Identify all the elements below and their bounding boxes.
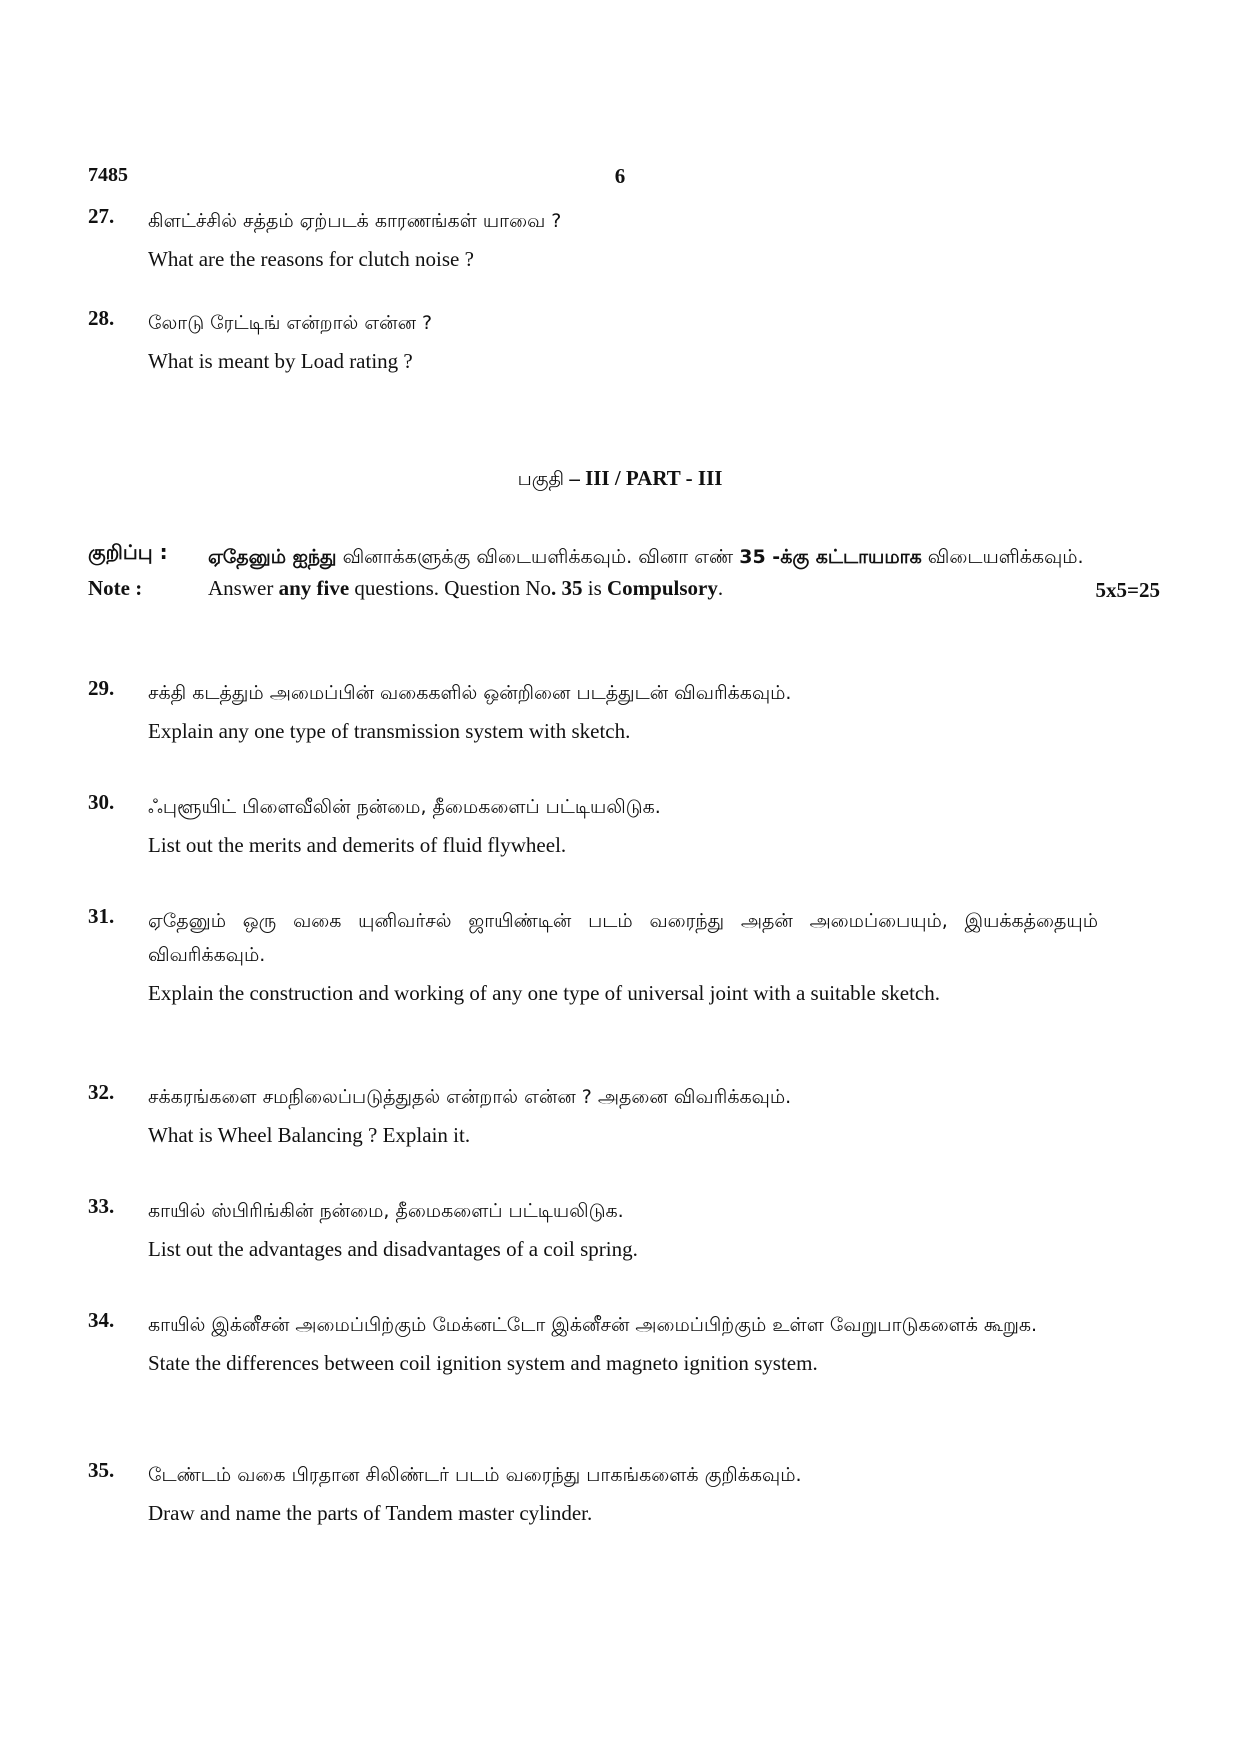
- question-text-english: State the differences between coil ignition system and magneto ignition system.: [148, 1351, 818, 1375]
- note-text-segment: வினாக்களுக்கு விடையளிக்கவும். வினா எண்: [336, 546, 740, 568]
- question-27: [88, 204, 1098, 274]
- page-number: 6: [614, 164, 626, 188]
- question-35: [88, 1458, 1098, 1528]
- note-emphasis: . 35: [550, 576, 583, 600]
- question-text-tamil: லோடு ரேட்டிங் என்றால் என்ன ?: [148, 312, 433, 334]
- question-text-english: List out the merits and demerits of fluid flywheel.: [148, 833, 567, 857]
- question-number: 31.: [88, 904, 115, 928]
- note-emphasis: 35 -க்கு கட்டாயமாக: [739, 546, 922, 568]
- question-number: 30.: [88, 790, 115, 814]
- question-number: 32.: [88, 1080, 115, 1104]
- paper-code: 7485: [88, 164, 128, 186]
- question-text-english: What is meant by Load rating ?: [148, 349, 413, 373]
- question-32: [88, 1080, 1098, 1150]
- question-number: 35.: [88, 1458, 115, 1482]
- section-heading-english: – III / PART - III: [564, 466, 723, 490]
- question-28: [88, 306, 1098, 376]
- note-text-segment: questions. Question No: [349, 576, 551, 600]
- question-34: [88, 1308, 1098, 1378]
- instructions-note: [88, 540, 1160, 608]
- question-text-english: List out the advantages and disadvantages of a coil spring.: [148, 1237, 638, 1261]
- question-text-tamil: காயில் ஸ்பிரிங்கின் நன்மை, தீமைகளைப் பட்டியலிடுக.: [148, 1200, 624, 1222]
- question-text-english: What is Wheel Balancing ? Explain it.: [148, 1123, 471, 1147]
- question-33: [88, 1194, 1098, 1264]
- question-29: [88, 676, 1098, 746]
- question-text-tamil: டேண்டம் வகை பிரதான சிலிண்டர் படம் வரைந்து பாகங்களைக் குறிக்கவும்.: [148, 1464, 802, 1486]
- note-text-segment: is: [582, 576, 607, 600]
- question-31: [88, 904, 1098, 1008]
- question-number: 28.: [88, 306, 115, 330]
- note-emphasis: ஏதேனும் ஐந்து: [208, 546, 337, 568]
- question-30: [88, 790, 1098, 860]
- question-number: 29.: [88, 676, 115, 700]
- note-text-tamil: [208, 540, 1088, 574]
- question-text-english: Explain the construction and working of any one type of universal joint with a suitable sketch.: [148, 981, 940, 1005]
- question-text-tamil: ஏதேனும் ஒரு வகை யுனிவர்சல் ஜாயிண்டின் படம் வரைந்து அதன் அமைப்பையும், இயக்கத்தையும் விவரிக்கவும்.: [148, 910, 1098, 966]
- section-heading-tamil: பகுதி: [517, 468, 565, 490]
- note-english-row: [88, 576, 1160, 608]
- question-text-english: What are the reasons for clutch noise ?: [148, 247, 474, 271]
- note-text-segment: Answer: [208, 576, 279, 600]
- marks-allocation: 5x5=25: [1095, 578, 1160, 602]
- note-label-tamil: குறிப்பு :: [88, 540, 168, 564]
- question-text-tamil: ஃபுளூயிட் பிளைவீலின் நன்மை, தீமைகளைப் பட்டியலிடுக.: [148, 796, 661, 818]
- note-label-english: Note :: [88, 576, 143, 600]
- question-text-tamil: சக்கரங்களை சமநிலைப்படுத்துதல் என்றால் என்ன ? அதனை விவரிக்கவும்.: [148, 1086, 792, 1108]
- question-text-tamil: கிளட்ச்சில் சத்தம் ஏற்படக் காரணங்கள் யாவை ?: [148, 210, 562, 232]
- note-text-segment: விடையளிக்கவும்.: [921, 546, 1084, 568]
- question-text-english: Draw and name the parts of Tandem master cylinder.: [148, 1501, 593, 1525]
- question-number: 34.: [88, 1308, 115, 1332]
- question-text-tamil: காயில் இக்னீசன் அமைப்பிற்கும் மேக்னட்டோ இக்னீசன் அமைப்பிற்கும் உள்ள வேறுபாடுகளைக் கூறுக.: [148, 1314, 1038, 1336]
- section-heading: [0, 466, 1240, 493]
- note-text-segment: .: [717, 576, 724, 600]
- question-text-tamil: சக்தி கடத்தும் அமைப்பின் வகைகளில் ஒன்றினை படத்துடன் விவரிக்கவும்.: [148, 682, 792, 704]
- question-number: 33.: [88, 1194, 115, 1218]
- question-text-english: Explain any one type of transmission system with sketch.: [148, 719, 631, 743]
- note-emphasis: Compulsory: [607, 576, 718, 600]
- question-number: 27.: [88, 204, 115, 228]
- note-emphasis: any five: [278, 576, 350, 600]
- note-text-english: [208, 576, 723, 601]
